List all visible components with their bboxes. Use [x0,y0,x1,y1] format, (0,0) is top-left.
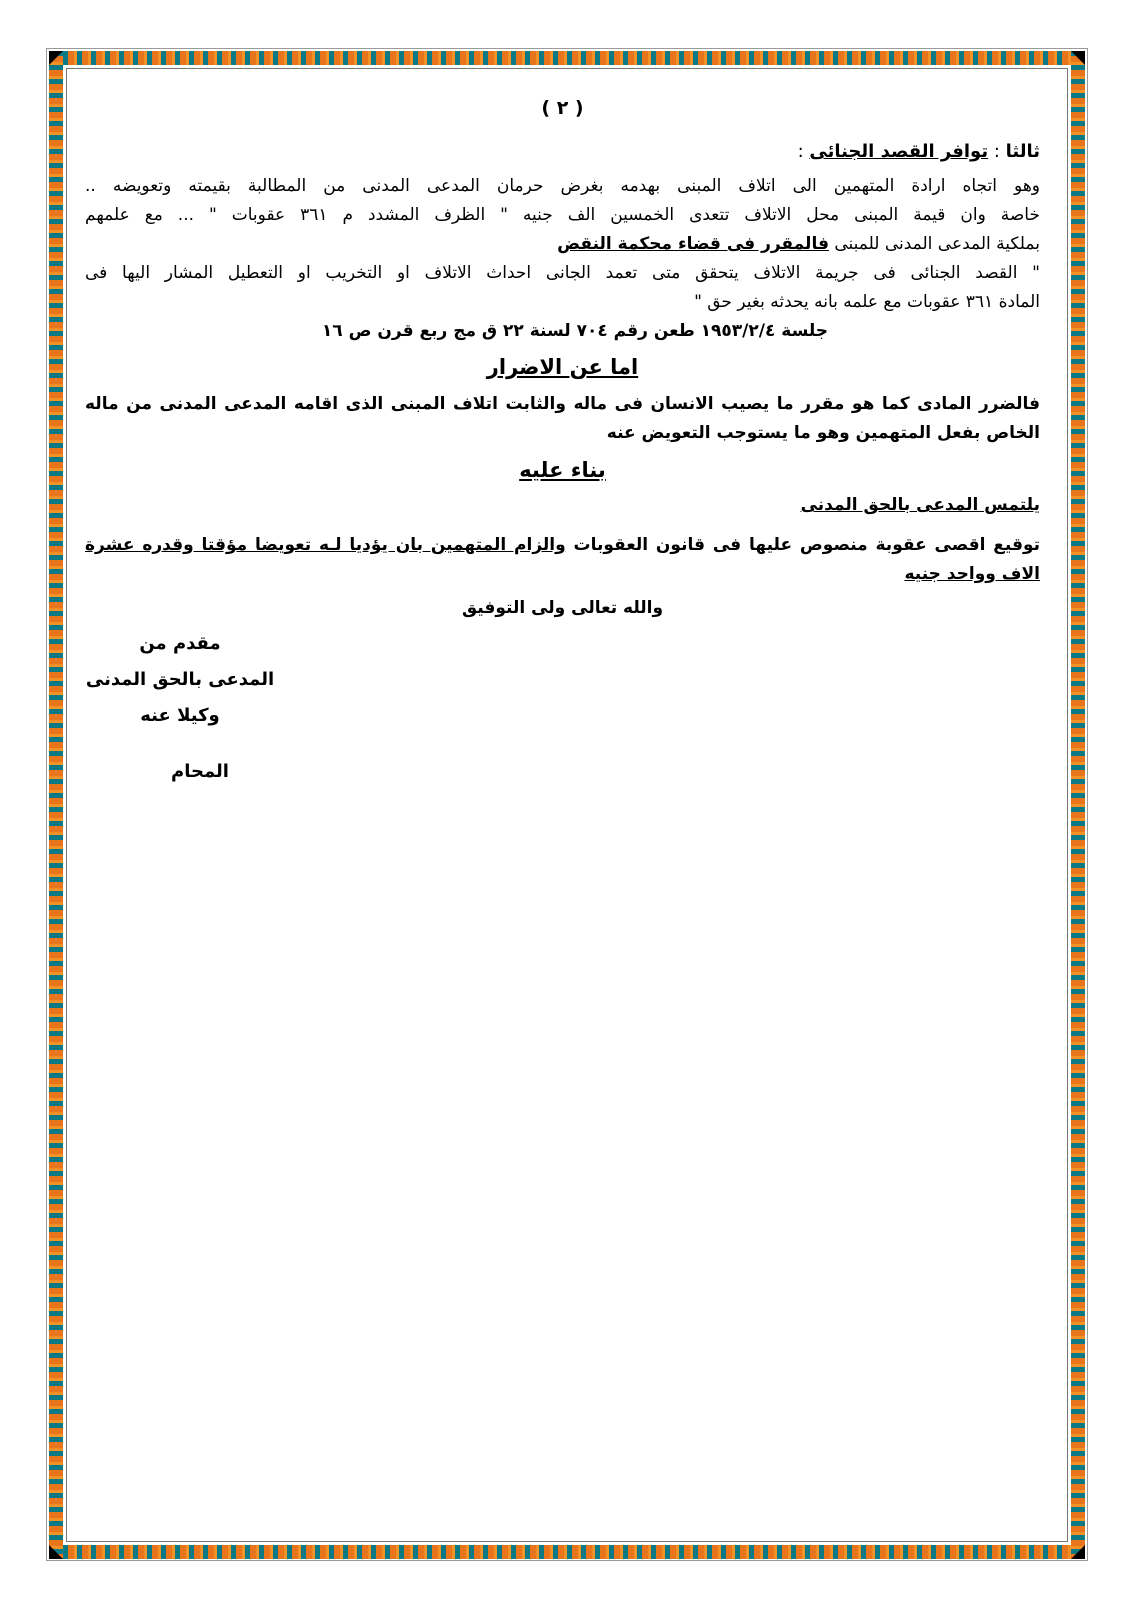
paragraph-line [557,232,1040,256]
signature-line: المدعى بالحق المدنى [85,669,275,690]
page-number: ( ٢ ) [541,97,584,119]
heading-suffix: : [797,141,810,162]
paragraph-line: خاصة وان قيمة المبنى محل الاتلاف تتعدى الخمسين الف جنيه " الظرف المشدد م ٣٦١ عقوبات " ... مع علمهم [85,205,1040,225]
citation: جلسة ١٩٥٣/٢/٤ طعن رقم ٧٠٤ لسنة ٢٢ ق مج ربع قرن ص ١٦ [321,321,829,341]
decorative-border-top [49,51,1085,65]
heading-prefix: ثالثا [1005,141,1040,162]
heading-separator: : [988,141,1006,162]
section-3-heading [798,140,1040,164]
paragraph-line: الخاص بفعل المتهمين وهو ما يستوجب التعويض عنه [606,423,1040,443]
decorative-border-bottom [49,1545,1085,1559]
compensation-text: والزام المتهمين بان يؤديا لـه تعويضا مؤقتا وقدره عشرة [85,535,566,555]
request-line: يلتمس المدعى بالحق المدنى [800,495,1040,515]
heading-title: توافر القصد الجنائى [809,141,989,162]
request-detail-line: الاف وواحد جنيه [904,564,1040,584]
signature-line: مقدم من [139,633,221,654]
cassation-reference: فالمقرر فى قضاء محكمة النقض [557,234,829,254]
request-detail-line [85,533,1040,557]
quote-line: المادة ٣٦١ عقوبات مع علمه بانه يحدثه بغير حق " [694,292,1040,312]
signature-line: المحام [171,761,229,782]
damages-heading: اما عن الاضرار [486,355,639,379]
signature-line: وكيلا عنه [140,705,220,726]
decorative-border-right [1071,51,1085,1559]
line-text: بملكية المدعى المدنى للمبنى [828,234,1040,254]
paragraph-line: وهو اتجاه ارادة المتهمين الى اتلاف المبنى بهدمه بغرض حرمان المدعى المدنى من المطالبة بقيمته وتعويضه .. [85,176,1040,196]
quote-line: " القصد الجنائى فى جريمة الاتلاف يتحقق متى تعمد الجانى احداث الاتلاف او التخريب او التعطيل المشار اليها فى [85,263,1040,283]
line-text: توقيع اقصى عقوبة منصوص عليها فى قانون العقوبات [565,535,1041,555]
closing-phrase: والله تعالى ولى التوفيق [461,598,664,618]
signature-block [85,626,275,790]
paragraph-line: فالضرر المادى كما هو مقرر ما يصيب الانسان فى ماله والثابت اتلاف المبنى الذى اقامه المدعى المدنى من ماله [85,394,1040,414]
conclusion-heading: بناء عليه [519,458,606,482]
decorative-border-left [49,51,63,1559]
